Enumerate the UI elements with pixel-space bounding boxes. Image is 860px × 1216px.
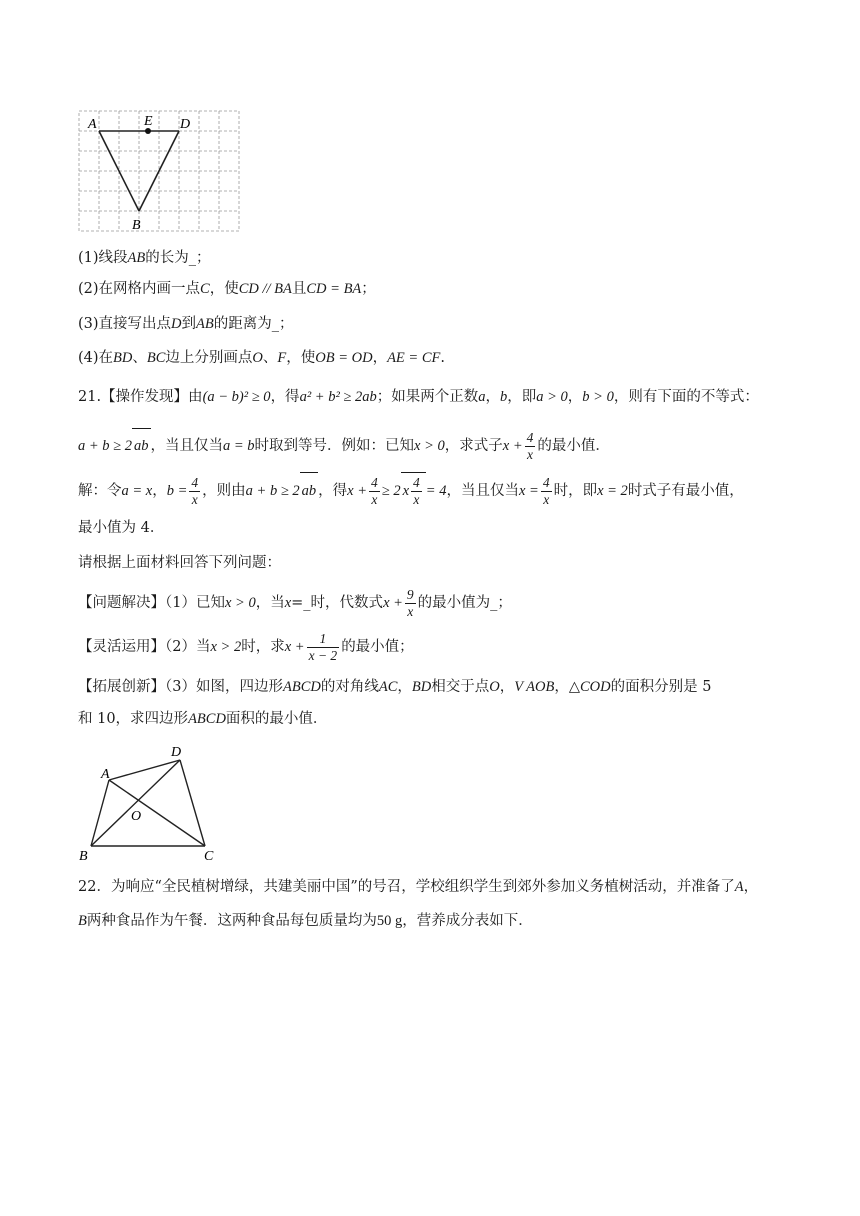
grid-triangle-figure [78, 108, 242, 234]
segment-DC [180, 760, 205, 846]
q21-part2: 【灵活运用】（2）当x > 2时，求x + $\frac{1}{x - 2}$ 的最小值； [78, 630, 414, 663]
q20-part2: (2)在网格内画一点C，使CD // BA且CD = BA； [78, 281, 376, 297]
q21-line3: 解：令a = x，b = $\frac{4}{x}$ ，则由a + b ≥ 2 ab ，得x + $\frac{4}{x}$ ≥ 2 x $\frac{4}{x}$ = 4，当且仅当x = $\frac{4}{x}$ 时，即x = 2时式子有最小值， [78, 472, 744, 509]
q22-line2: B两种食品作为午餐．这两种食品每包质量均为50 g，营养成分表如下． [78, 913, 533, 929]
quadrilateral-figure [76, 740, 226, 864]
label-B: B [132, 218, 141, 233]
q21-line5: 请根据上面材料回答下列问题： [78, 555, 281, 571]
label-A: A [88, 117, 97, 132]
label-O: O [131, 809, 142, 824]
segment-BA [91, 780, 109, 846]
label-A: A [101, 767, 110, 782]
q20-part3: (3)直接写出点D到AB的距离为_； [78, 316, 294, 332]
q21-part1: 【问题解决】（1）已知x > 0，当x=_时，代数式x + $\frac{9}{x}$ 的最小值为_； [78, 586, 512, 619]
label-B: B [79, 849, 88, 864]
diagonal-AC [109, 780, 205, 846]
label-D: D [171, 745, 182, 760]
q21-part3-cont: 和 10，求四边形ABCD面积的最小值． [78, 711, 328, 727]
q21-part3: 【拓展创新】（3）如图，四边形ABCD的对角线AC，BD相交于点O，V AOB，△COD的面积分别是 5 [78, 679, 712, 695]
label-D: D [180, 117, 191, 132]
label-E: E [144, 114, 153, 129]
q21-line2: a + b ≥ 2 ab ，当且仅当a = b时取到等号．例如：已知x > 0，求式子x + $\frac{4}{x}$ 的最小值． [78, 429, 610, 462]
q21-line4: 最小值为 4． [78, 520, 165, 536]
q20-part1: (1)线段AB的长为_； [78, 250, 211, 266]
q21-line1: 21.【操作发现】由(a − b)² ≥ 0，得a² + b² ≥ 2ab；如果两个正数a，b，即a > 0，b > 0，则有下面的不等式： [78, 389, 759, 405]
q20-part4: (4)在BD、BC边上分别画点O、F，使OB = OD，AE = CF. [78, 350, 445, 366]
label-C: C [204, 849, 214, 864]
q22-line1: 22．为响应“全民植树增绿，共建美丽中国”的号召，学校组织学生到郊外参加义务植树活动，并准备了A， [78, 879, 759, 895]
